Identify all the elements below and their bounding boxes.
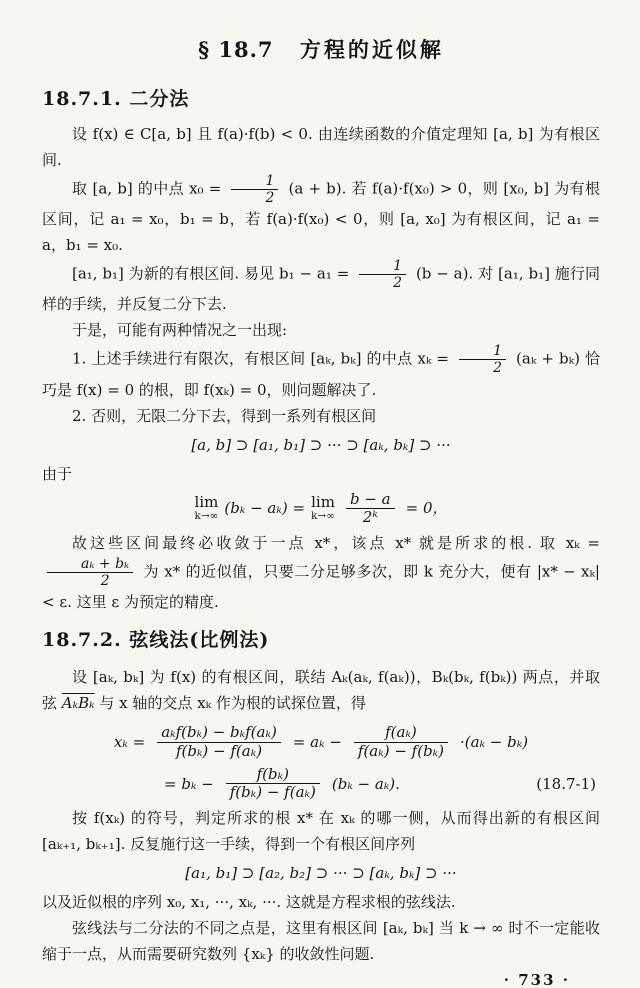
fraction-denominator: 2 [393,275,403,292]
fraction [157,724,281,760]
paragraph-since: 由于 [42,464,73,483]
fraction-one-half [459,343,506,376]
fraction-numerator: f(aₖ) [354,724,448,742]
fraction-numerator: f(bₖ) [226,766,320,784]
page-number: · 733 · [503,971,570,988]
fraction-denominator: 2 [100,573,110,590]
paragraph-case-1 [42,343,600,402]
lim-subscript: k→∞ [194,509,219,522]
math-run: xₖ = [113,733,146,751]
heading-secant-method: 18.7.2. 弦线法(比例法) [42,629,270,652]
equation-line-2 [42,766,600,802]
text-run: (a + b). 若 f(a)·f(x₀) > 0，则 [x₀, b] 为有根区间，记 a₁ = x₀，b₁ = b，若 f(a)·f(x₀) < 0，则 [a, x₀] 为有根区间，记 a₁ = a，b₁ = x₀. [42,179,600,255]
math-run: (bₖ − aₖ) = [224,499,306,518]
text-run: 1. 上述手续进行有限次，有根区间 [aₖ, bₖ] 的中点 xₖ = [72,349,449,368]
fraction-one-half [359,258,406,291]
formula-interval-sequence: [a₁, b₁] ⊃ [a₂, b₂] ⊃ ··· ⊃ [aₖ, bₖ] ⊃ ··· [185,864,457,883]
page-title [42,34,600,64]
lim-subscript: k→∞ [311,509,335,522]
paragraph-midpoint [42,173,600,258]
math-run: = 0， [405,499,448,518]
fraction [354,724,448,760]
fraction-denominator: 2 [493,360,502,377]
fraction-denominator: 2ᵏ [362,507,378,526]
fraction-denominator: f(bₖ) − f(aₖ) [229,783,316,801]
lim-word: lim [194,492,219,511]
fraction-denominator: f(aₖ) − f(bₖ) [357,741,444,760]
section-number: § 18.7 [198,37,274,62]
heading-bisection-method: 18.7.1. 二分法 [42,88,190,110]
fraction-numerator: aₖ + bₖ [47,556,133,573]
math-run: ·(aₖ − bₖ) [460,733,529,751]
equation-tag: (18.7-1) [536,774,596,793]
text-run: 为 x* 的近似值，只要二分足够多次，即 k 充分大，便有 |x* − xₖ| < ε. 这里 ε 为预定的精度. [42,562,600,612]
equation-18-7-1 [42,724,600,801]
limit-operator [311,492,335,522]
paragraph-new-interval [42,258,600,317]
fraction-numerator: 1 [359,258,406,275]
math-run: = aₖ − [292,733,342,751]
paragraph-convergence [42,530,600,615]
text-run: (b − a). 对 [a₁, b₁] 施行同样的手续，并反复二分下去. [42,264,600,314]
fraction-numerator: 1 [231,173,278,190]
section-title-text: 方程的近似解 [299,37,444,62]
formula-nested-intervals: [a, b] ⊃ [a₁, b₁] ⊃ ··· ⊃ [aₖ, bₖ] ⊃ ··· [191,435,451,454]
text-run: [a₁, b₁] 为新的有根区间. 易见 b₁ − a₁ = [72,264,350,283]
paragraph-difference-note: 弦线法与二分法的不同之点是，这里有根区间 [aₖ, bₖ] 当 k → ∞ 时不一定能收缩于一点，从而需要研究数列 {xₖ} 的收敛性问题. [42,919,600,964]
fraction-denominator: f(bₖ) − f(aₖ) [175,741,263,760]
fraction-numerator: b − a [346,491,395,509]
text-run: 设 [aₖ, bₖ] 为 f(x) 的有根区间，联结 Aₖ(aₖ, f(aₖ))，Bₖ(bₖ, f(bₖ)) 两点，并取弦 [42,668,600,713]
text-run: 与 x 轴的交点 xₖ 作为根的试探位置，得 [99,694,366,713]
limit-operator [194,492,219,522]
paragraph-setup: 设 f(x) ∈ C[a, b] 且 f(a)·f(b) < 0. 由连续函数的介值定理知 [a, b] 为有根区间. [42,125,600,169]
math-run: = bₖ − [164,774,214,793]
text-run: 故这些区间最终必收敛于一点 x*，该点 x* 就是所求的根. 取 xₖ = [72,534,601,553]
fraction-numerator: aₖf(bₖ) − bₖf(aₖ) [157,724,281,742]
formula-limit [42,491,600,527]
math-run: (bₖ − aₖ). [331,774,400,793]
text-run: 取 [a, b] 的中点 x₀ = [72,179,222,198]
fraction [346,491,395,527]
fraction-numerator: 1 [459,343,506,360]
paragraph-case-2: 2. 否则，无限二分下去，得到一系列有根区间 [72,406,377,425]
chord-overline: AₖBₖ [61,694,95,713]
text-run: (aₖ + bₖ) 恰巧是 f(x) = 0 的根，即 f(xₖ) = 0，则问题解决了. [42,349,600,399]
fraction-one-half [231,173,278,206]
paragraph-root-sequence: 以及近似根的序列 x₀, x₁, ···, xₖ, ···. 这就是方程求根的弦线法. [42,893,456,912]
paragraph-sign-test: 按 f(xₖ) 的符号，判定所求的根 x* 在 xₖ 的哪一侧，从而得出新的有根区间 [aₖ₊₁, bₖ₊₁]. 反复施行这一手续，得到一个有根区间序列 [42,809,600,854]
fraction-midpoint [47,556,133,589]
lim-word: lim [311,492,335,511]
fraction-denominator: 2 [265,190,275,207]
fraction [226,766,320,802]
equation-line-1 [42,724,600,760]
paragraph-two-cases: 于是，可能有两种情况之一出现: [72,321,288,340]
paragraph-secant-setup [42,664,600,716]
